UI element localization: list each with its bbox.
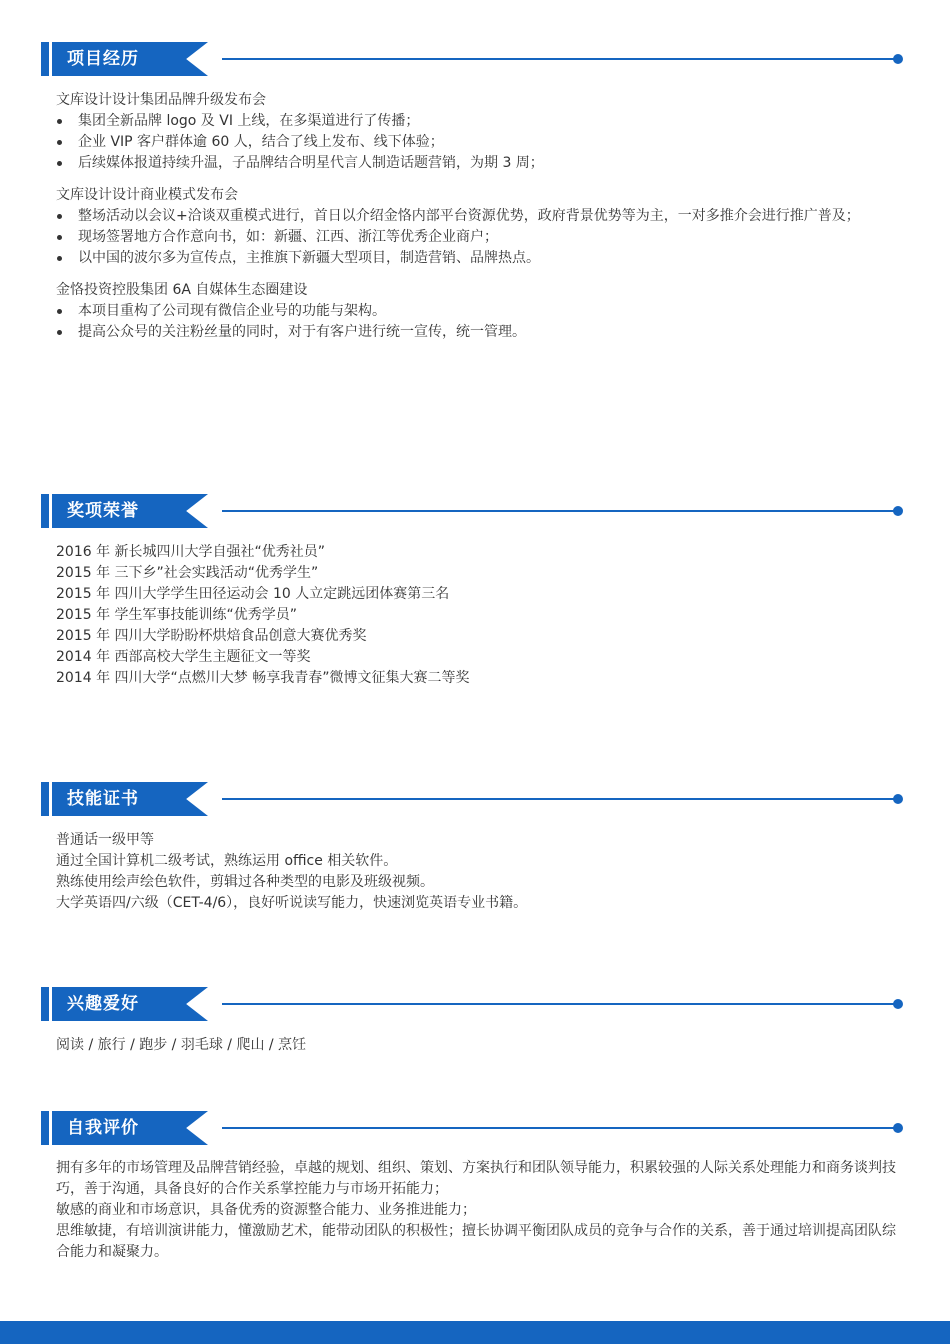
section-accent-bar <box>41 42 49 76</box>
section-header <box>0 987 950 1021</box>
list-item: 后续媒体报道持续升温，子品牌结合明星代言人制造话题营销，为期 3 周； <box>56 153 902 174</box>
award-item: 2016 年 新长城四川大学自强社“优秀社员” <box>56 544 326 560</box>
list-item: 现场签署地方合作意向书，如：新疆、江西、浙江等优秀企业商户； <box>56 227 902 248</box>
section-divider <box>222 58 898 60</box>
paragraph: 思维敏捷，有培训演讲能力，懂激励艺术，能带动团队的积极性；擅长协调平衡团队成员的竞争与合作的关系，善于通过培训提高团队综合能力和凝聚力。 <box>56 1223 896 1260</box>
section-header <box>0 1111 950 1145</box>
skill-item: 普通话一级甲等 <box>56 832 154 848</box>
skill-item: 通过全国计算机二级考试，熟练运用 office 相关软件。 <box>56 853 398 869</box>
section-title: 兴趣爱好 <box>67 994 139 1014</box>
section-header <box>0 494 950 528</box>
dot-icon <box>893 54 903 64</box>
skills-list <box>56 830 902 914</box>
paragraph: 拥有多年的市场管理及品牌营销经验，卓越的规划、组织、策划、方案执行和团队领导能力，积累较强的人际关系处理能力和商务谈判技巧，善于沟通，具备良好的合作关系掌控能力与市场开拓能力； <box>56 1160 896 1197</box>
dot-icon <box>893 794 903 804</box>
section-title: 奖项荣誉 <box>67 501 139 521</box>
list-item: 集团全新品牌 logo 及 VI 上线，在多渠道进行了传播； <box>56 111 902 132</box>
section-divider <box>222 510 898 512</box>
section-accent-bar <box>41 494 49 528</box>
section-divider <box>222 1003 898 1005</box>
project-name: 文库设计设计集团品牌升级发布会 <box>56 92 266 108</box>
award-item: 2014 年 四川大学“点燃川大梦 畅享我青春”微博文征集大赛二等奖 <box>56 670 470 686</box>
dot-icon <box>893 999 903 1009</box>
project-item <box>56 90 902 174</box>
section-title: 技能证书 <box>67 789 139 809</box>
list-item: 本项目重构了公司现有微信企业号的功能与架构。 <box>56 301 902 322</box>
project-name: 金恪投资控股集团 6A 自媒体生态圈建设 <box>56 282 308 298</box>
award-item: 2015 年 三下乡”社会实践活动“优秀学生” <box>56 565 319 581</box>
section-awards <box>0 494 950 528</box>
list-item: 提高公众号的关注粉丝量的同时，对于有客户进行统一宣传，统一管理。 <box>56 322 902 343</box>
hobbies-text: 阅读 / 旅行 / 跑步 / 羽毛球 / 爬山 / 烹饪 <box>56 1037 307 1053</box>
project-name: 文库设计设计商业模式发布会 <box>56 187 238 203</box>
section-header <box>0 782 950 816</box>
award-item: 2015 年 四川大学盼盼杯烘焙食品创意大赛优秀奖 <box>56 628 367 644</box>
projects-list <box>56 90 902 343</box>
section-title: 自我评价 <box>67 1118 139 1138</box>
dot-icon <box>893 1123 903 1133</box>
section-accent-bar <box>41 1111 49 1145</box>
awards-list <box>56 542 902 689</box>
list-item: 整场活动以会议+洽谈双重模式进行，首日以介绍金恪内部平台资源优势，政府背景优势等为主，一对多推介会进行推广普及； <box>56 206 902 227</box>
paragraph: 敏感的商业和市场意识，具备优秀的资源整合能力、业务推进能力； <box>56 1202 476 1218</box>
project-item <box>56 185 902 269</box>
section-skills <box>0 782 950 816</box>
award-item: 2015 年 学生军事技能训练“优秀学员” <box>56 607 298 623</box>
dot-icon <box>893 506 903 516</box>
section-self-evaluation <box>0 1111 950 1145</box>
section-accent-bar <box>41 987 49 1021</box>
project-item <box>56 280 902 343</box>
award-item: 2015 年 四川大学学生田径运动会 10 人立定跳远团体赛第三名 <box>56 586 450 602</box>
section-accent-bar <box>41 782 49 816</box>
section-divider <box>222 1127 898 1129</box>
list-item: 企业 VIP 客户群体逾 60 人，结合了线上发布、线下体验； <box>56 132 902 153</box>
list-item: 以中国的波尔多为宣传点，主推旗下新疆大型项目，制造营销、品牌热点。 <box>56 248 902 269</box>
skill-item: 大学英语四/六级（CET-4/6），良好听说读写能力，快速浏览英语专业书籍。 <box>56 895 528 911</box>
section-header <box>0 42 950 76</box>
skill-item: 熟练使用绘声绘色软件，剪辑过各种类型的电影及班级视频。 <box>56 874 434 890</box>
section-title: 项目经历 <box>67 49 139 69</box>
section-divider <box>222 798 898 800</box>
footer-bar <box>0 1321 950 1344</box>
hobbies-text-block <box>56 1035 902 1056</box>
section-projects <box>0 42 950 76</box>
award-item: 2014 年 西部高校大学生主题征文一等奖 <box>56 649 311 665</box>
section-hobbies <box>0 987 950 1021</box>
self-evaluation-text <box>56 1158 902 1263</box>
